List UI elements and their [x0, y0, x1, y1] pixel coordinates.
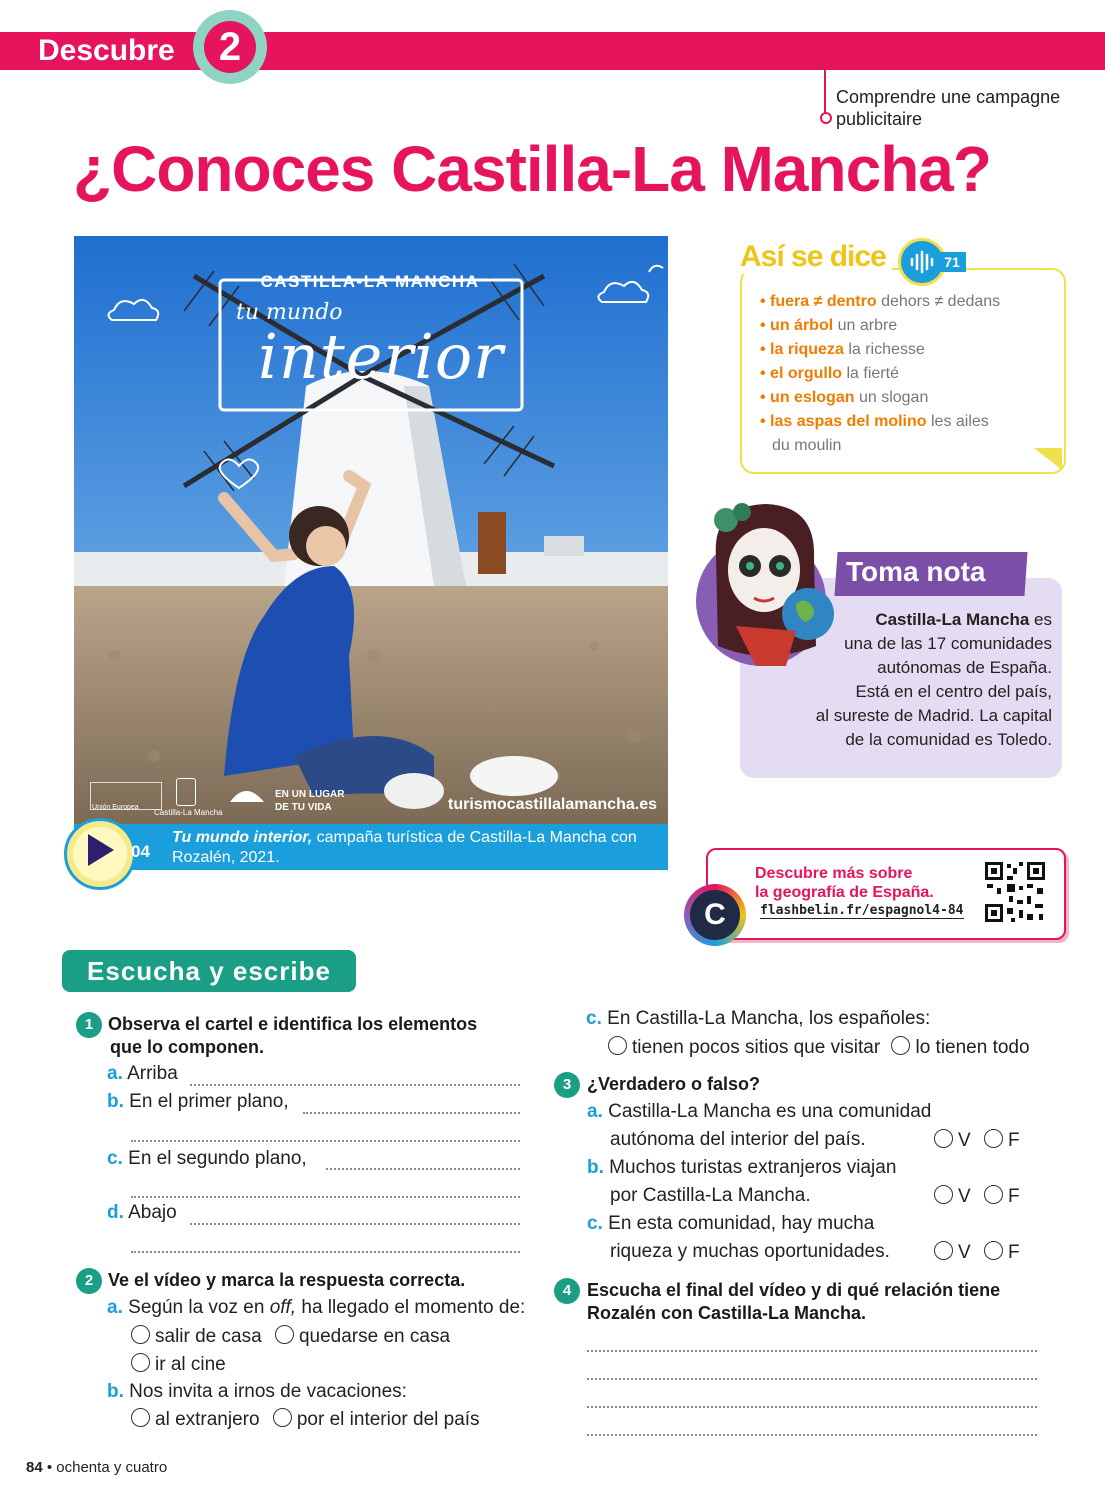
question-1-title: Observa el cartel e identifica los elementos que lo componen.	[108, 1014, 478, 1057]
radio-button[interactable]	[984, 1185, 1003, 1204]
note-title: Toma nota	[846, 556, 986, 587]
true-option[interactable]: V	[934, 1130, 971, 1151]
question-number-3: 3	[554, 1072, 580, 1098]
radio-button[interactable]	[934, 1241, 953, 1260]
qr-code-icon[interactable]	[983, 860, 1047, 924]
answer-line[interactable]	[587, 1349, 1037, 1352]
radio-button[interactable]	[934, 1185, 953, 1204]
question-2a-options-2	[131, 1353, 226, 1376]
question-number-4: 4	[554, 1278, 580, 1304]
option[interactable]: lo tienen todo	[891, 1037, 1029, 1058]
question-3a: a. Castilla-La Mancha es una comunidad	[587, 1101, 932, 1122]
true-false-choice	[934, 1241, 1020, 1264]
audio-track-number: 71	[938, 252, 966, 272]
radio-button[interactable]	[608, 1036, 627, 1055]
radio-button[interactable]	[131, 1353, 150, 1372]
question-number-2: 2	[76, 1268, 102, 1294]
vocab-item: • el orgullo la fierté	[760, 365, 899, 382]
question-3b: b. Muchos turistas extranjeros viajan	[587, 1157, 897, 1178]
radio-button[interactable]	[891, 1036, 910, 1055]
answer-line[interactable]	[587, 1377, 1037, 1380]
true-option[interactable]: V	[934, 1242, 971, 1263]
vocab-item: • la riqueza la richesse	[760, 341, 925, 358]
answer-line[interactable]	[587, 1433, 1037, 1436]
answer-line[interactable]	[303, 1111, 520, 1114]
question-2a: a. Según la voz en off, ha llegado el momento de:	[107, 1297, 526, 1318]
option[interactable]: por el interior del país	[273, 1409, 480, 1430]
option[interactable]: tienen pocos sitios que visitar	[608, 1037, 880, 1058]
question-2b-options	[131, 1408, 480, 1431]
false-option[interactable]: F	[984, 1186, 1020, 1207]
answer-line[interactable]	[131, 1195, 520, 1198]
section-number: 2	[204, 21, 256, 73]
activity-heading: Escucha y escribe	[62, 950, 356, 992]
question-1a: a. Arriba	[107, 1063, 178, 1084]
option[interactable]: ir al cine	[131, 1354, 226, 1375]
radio-button[interactable]	[934, 1129, 953, 1148]
region-logo-caption: Castilla-La Mancha	[154, 808, 223, 817]
vocabulary-list	[760, 290, 1060, 458]
question-3b-line2: por Castilla-La Mancha.	[610, 1185, 811, 1206]
objective-dot	[820, 112, 832, 124]
page-number-words: ochenta y cuatro	[56, 1459, 168, 1476]
option[interactable]: al extranjero	[131, 1409, 260, 1430]
poster-region: CASTILLA-LA MANCHA	[260, 272, 480, 291]
flashbelin-logo: C	[690, 890, 740, 940]
vocab-item-continuation: du moulin	[772, 437, 842, 454]
option[interactable]: salir de casa	[131, 1326, 262, 1347]
vocab-item: • un árbol un arbre	[760, 317, 898, 334]
vocabulary-title: Así se dice	[740, 240, 892, 274]
radio-button[interactable]	[273, 1408, 292, 1427]
lesson-objective: Comprendre une campagne publicitaire	[836, 87, 1061, 129]
radio-button[interactable]	[984, 1129, 1003, 1148]
question-2c: c. En Castilla-La Mancha, los españoles:	[586, 1008, 931, 1029]
question-3-title: ¿Verdadero o falso?	[587, 1074, 761, 1094]
question-1b: b. En el primer plano,	[107, 1091, 289, 1112]
resource-link-url[interactable]: flashbelin.fr/espagnol4-84	[760, 903, 964, 918]
video-track-number: 04	[131, 842, 150, 861]
true-option[interactable]: V	[934, 1186, 971, 1207]
question-1c: c. En el segundo plano,	[107, 1148, 307, 1169]
poster-tagline: EN UN LUGAR DE TU VIDA	[275, 789, 345, 813]
eu-caption: Unión Europea	[92, 804, 139, 811]
poster-slogan-small: tu mundo	[236, 300, 343, 325]
play-icon[interactable]	[88, 834, 114, 866]
objective-line	[824, 70, 826, 116]
question-3a-line2: autónoma del interior del país.	[610, 1129, 866, 1150]
radio-button[interactable]	[131, 1408, 150, 1427]
caption-italic: Tu mundo interior,	[172, 829, 313, 846]
question-2-title: Ve el vídeo y marca la respuesta correcta.	[108, 1270, 466, 1290]
page-title: ¿Conoces Castilla-La Mancha?	[73, 133, 991, 205]
poster-slogan-big: interior	[258, 320, 504, 393]
answer-line[interactable]	[190, 1222, 520, 1225]
region-crest-logo	[176, 778, 196, 806]
section-label: Descubre	[38, 34, 175, 67]
page-number: 84	[26, 1459, 43, 1476]
question-number-1: 1	[76, 1012, 102, 1038]
windmill-logo	[228, 784, 266, 806]
question-2b: b. Nos invita a irnos de vacaciones:	[107, 1381, 407, 1402]
note-text: Castilla-La Mancha es una de las 17 comunidades autónomas de España. Está en el centro del país, al sureste de Madrid. La capital de la comunidad es Toledo.	[815, 610, 1052, 749]
audio-wave-icon[interactable]	[901, 241, 943, 283]
option[interactable]: quedarse en casa	[275, 1326, 450, 1347]
question-3c-line2: riqueza y muchas oportunidades.	[610, 1241, 890, 1262]
poster-caption	[172, 828, 652, 868]
question-4-title: Escucha el final del vídeo y di qué relación tiene Rozalén con Castilla-La Mancha.	[587, 1280, 1001, 1323]
vocab-item: • fuera ≠ dentro dehors ≠ dedans	[760, 293, 1001, 310]
resource-link-title: Descubre más sobre la geografía de España.	[755, 865, 934, 901]
true-false-choice	[934, 1129, 1020, 1152]
answer-line[interactable]	[190, 1083, 520, 1086]
radio-button[interactable]	[984, 1241, 1003, 1260]
true-false-choice	[934, 1185, 1020, 1208]
poster-website: turismocastillalamancha.es	[448, 796, 657, 813]
answer-line[interactable]	[326, 1167, 520, 1170]
question-2a-options	[131, 1325, 450, 1348]
false-option[interactable]: F	[984, 1130, 1020, 1151]
question-1d: d. Abajo	[107, 1202, 177, 1223]
question-3c: c. En esta comunidad, hay mucha	[587, 1213, 875, 1234]
answer-line[interactable]	[131, 1250, 520, 1253]
false-option[interactable]: F	[984, 1242, 1020, 1263]
answer-line[interactable]	[131, 1139, 520, 1142]
vocab-item: • las aspas del molino les ailes	[760, 413, 989, 430]
answer-line[interactable]	[587, 1405, 1037, 1408]
caption-rest: campaña turística de Castilla-La Mancha con Rozalén, 2021.	[172, 829, 637, 866]
question-2c-options	[608, 1036, 1030, 1059]
radio-button[interactable]	[131, 1325, 150, 1344]
page-footer: 84 • ochenta y cuatro	[26, 1459, 168, 1476]
vocab-item: • un eslogan un slogan	[760, 389, 929, 406]
radio-button[interactable]	[275, 1325, 294, 1344]
